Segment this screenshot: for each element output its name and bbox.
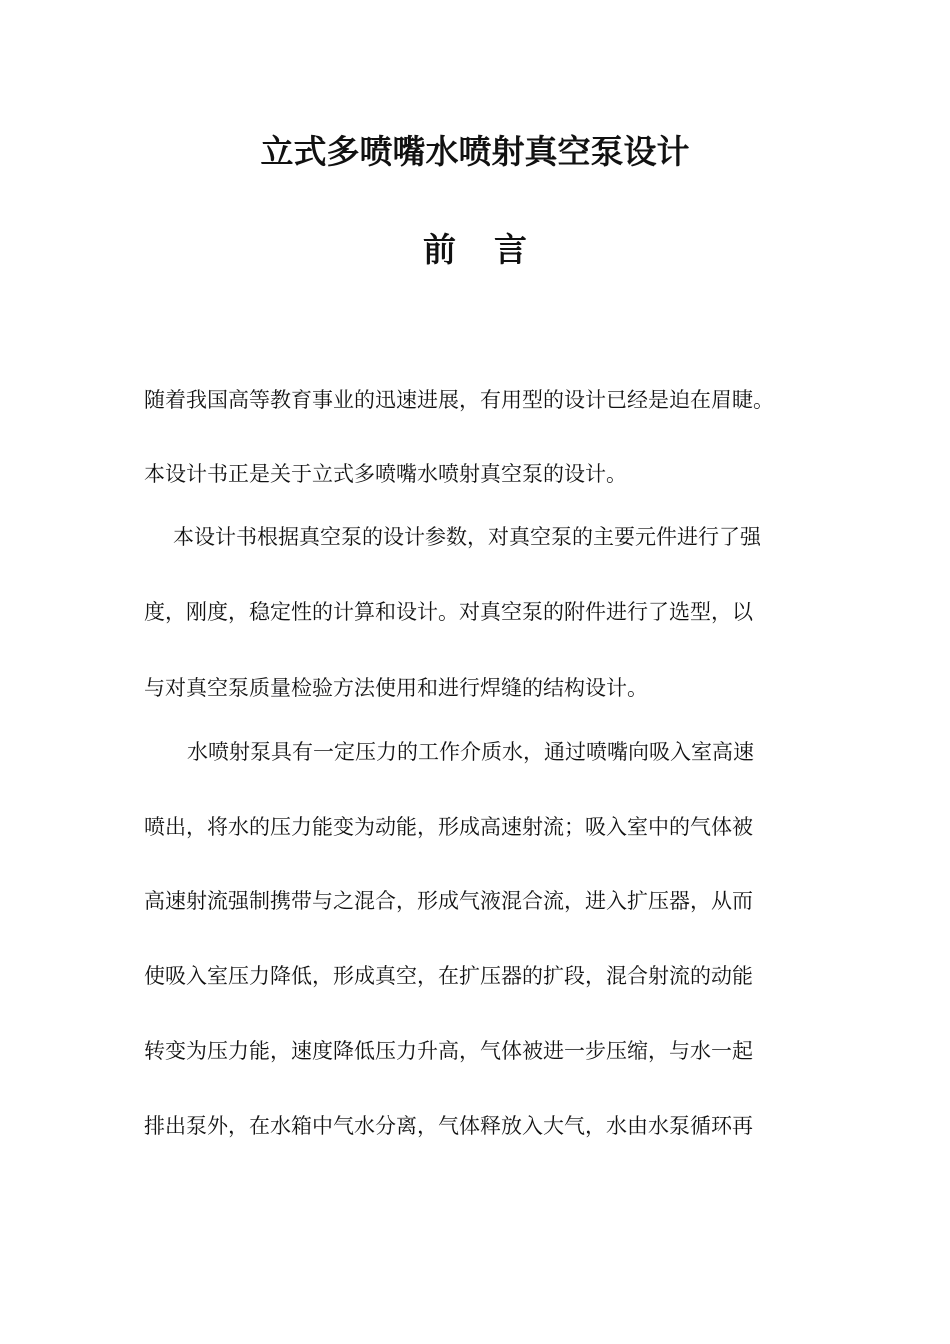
paragraph-line: 使吸入室压力降低，形成真空，在扩压器的扩段，混合射流的动能	[144, 964, 753, 988]
paragraph-line: 本设计书正是关于立式多喷嘴水喷射真空泵的设计。	[144, 462, 627, 486]
paragraph-line: 水喷射泵具有一定压力的工作介质水，通过喷嘴向吸入室高速	[187, 740, 754, 764]
paragraph-line: 喷出，将水的压力能变为动能，形成高速射流；吸入室中的气体被	[144, 815, 753, 839]
paragraph-line: 排出泵外，在水箱中气水分离，气体释放入大气，水由水泵循环再	[144, 1114, 753, 1138]
paragraph-line: 随着我国高等教育事业的迅速进展，有用型的设计已经是迫在眉睫。	[144, 388, 774, 412]
paragraph-line: 与对真空泵质量检验方法使用和进行焊缝的结构设计。	[144, 676, 648, 700]
section-heading: 前言	[423, 230, 565, 269]
paragraph-line: 高速射流强制携带与之混合，形成气液混合流，进入扩压器，从而	[144, 889, 753, 913]
document-title: 立式多喷嘴水喷射真空泵设计	[260, 132, 690, 171]
paragraph-line: 转变为压力能，速度降低压力升高，气体被进一步压缩，与水一起	[144, 1039, 753, 1063]
paragraph-line: 度，刚度，稳定性的计算和设计。对真空泵的附件进行了选型，以	[144, 600, 753, 624]
paragraph-line: 本设计书根据真空泵的设计参数，对真空泵的主要元件进行了强	[173, 525, 761, 549]
